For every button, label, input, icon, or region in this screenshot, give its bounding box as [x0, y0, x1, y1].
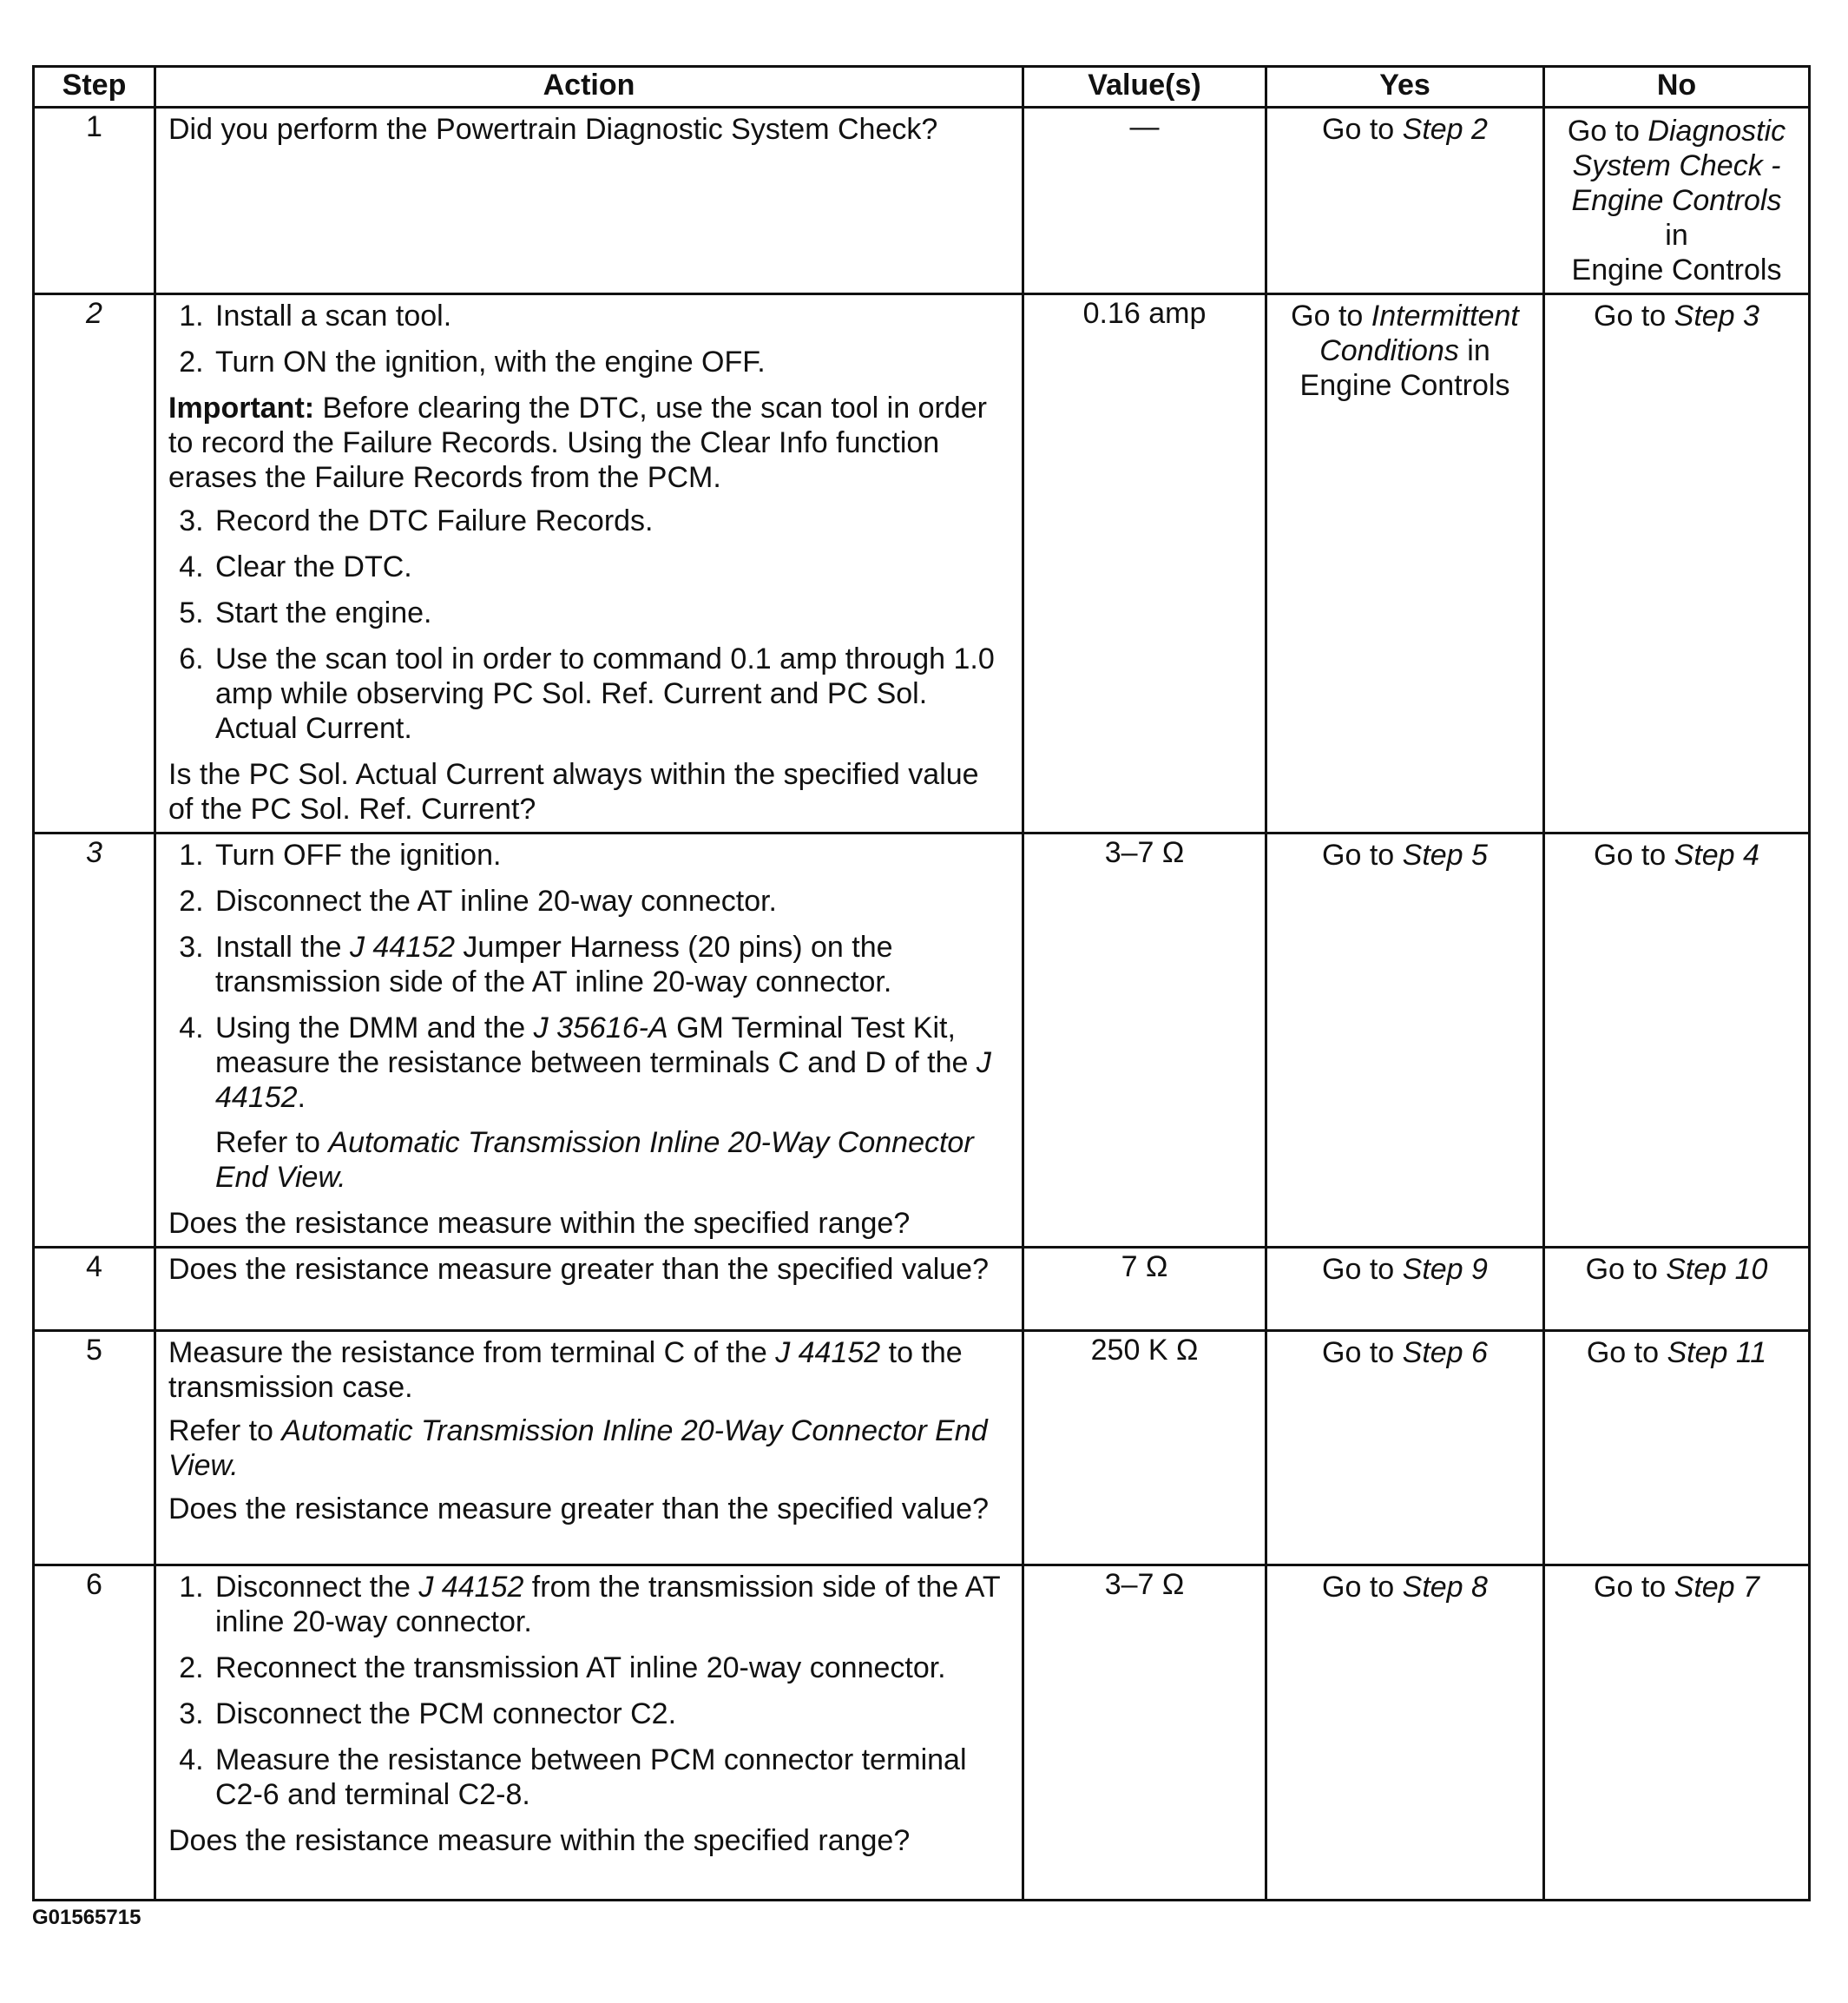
header-row [34, 67, 1810, 108]
yes-prefix: Go to [1322, 1571, 1403, 1604]
question-text: Did you perform the Powertrain Diagnostic System Check? [168, 113, 938, 146]
measure-text [168, 1335, 1009, 1405]
value-cell: 3–7 Ω [1023, 1565, 1266, 1901]
item-text: Measure the resistance from terminal C of the [168, 1336, 776, 1369]
refer-note [168, 1413, 1009, 1483]
item-text: to the transmission case. [168, 1336, 963, 1404]
action-cell [155, 1248, 1023, 1331]
table-row [34, 1565, 1810, 1901]
no-step-link[interactable]: Step 7 [1674, 1571, 1759, 1604]
no-mid-text: in [1665, 219, 1688, 252]
step-number: 1 [34, 108, 155, 294]
yes-step-link[interactable]: Step 9 [1402, 1253, 1488, 1286]
no-cell [1544, 1565, 1810, 1901]
table-row [34, 108, 1810, 294]
no-step-link[interactable]: Step 3 [1674, 300, 1759, 333]
action-cell [155, 1565, 1023, 1901]
no-step-link[interactable]: Step 11 [1667, 1336, 1767, 1369]
item-text: from the transmission side of the AT inline 20-way connector. [215, 1571, 1001, 1638]
value-cell: 3–7 Ω [1023, 833, 1266, 1248]
action-steps-list [168, 838, 1009, 1195]
action-step: 4. Measure the resistance between PCM connector terminal C2-6 and terminal C2-8. [212, 1743, 1009, 1812]
action-step: 2. Turn ON the ignition, with the engine OFF. [212, 345, 1009, 379]
question-text: Does the resistance measure greater than the specified value? [168, 1253, 989, 1286]
item-text: Install the [215, 931, 350, 964]
no-cell [1544, 1331, 1810, 1565]
action-steps-list [168, 504, 1009, 746]
no-cell [1544, 1248, 1810, 1331]
action-step [212, 1570, 1009, 1639]
action-steps-list [168, 1570, 1009, 1812]
no-prefix: Go to [1586, 1336, 1667, 1369]
no-cell [1544, 833, 1810, 1248]
refer-link[interactable]: Automatic Transmission Inline 20-Way Connector End View [215, 1126, 974, 1194]
question-text: Does the resistance measure within the specified range? [168, 1207, 911, 1240]
yes-reference-link[interactable]: Intermittent Conditions [1319, 300, 1519, 367]
header-values: Value(s) [1023, 67, 1266, 108]
action-steps-list [168, 299, 1009, 379]
refer-suffix: . [338, 1161, 346, 1194]
item-text: . [297, 1081, 306, 1114]
value-cell: 250 K Ω [1023, 1331, 1266, 1565]
action-step: 1. Turn OFF the ignition. [212, 838, 1009, 873]
yes-prefix: Go to [1322, 1336, 1403, 1369]
diagnostic-table [32, 65, 1811, 1901]
yes-step-link[interactable]: Step 5 [1402, 839, 1488, 872]
no-prefix: Go to [1594, 1571, 1674, 1604]
value-cell: — [1023, 108, 1266, 294]
yes-cell [1266, 108, 1544, 294]
question-text: Does the resistance measure within the specified range? [168, 1824, 911, 1857]
value-cell: 0.16 amp [1023, 294, 1266, 833]
action-cell [155, 108, 1023, 294]
action-step: 3. Record the DTC Failure Records. [212, 504, 1009, 538]
refer-suffix: . [230, 1449, 239, 1482]
no-cell [1544, 108, 1810, 294]
table-row [34, 294, 1810, 833]
refer-link[interactable]: Automatic Transmission Inline 20-Way Connector End View [168, 1414, 988, 1482]
no-prefix: Go to [1567, 115, 1648, 148]
yes-prefix: Go to [1322, 113, 1403, 146]
action-step: 5. Start the engine. [212, 596, 1009, 630]
action-cell [155, 294, 1023, 833]
action-step: 3. Disconnect the PCM connector C2. [212, 1697, 1009, 1731]
action-step: 4. Clear the DTC. [212, 550, 1009, 584]
table-row [34, 1331, 1810, 1565]
value-cell: 7 Ω [1023, 1248, 1266, 1331]
tool-name: J 44152 [775, 1336, 881, 1369]
step-number: 3 [34, 833, 155, 1248]
important-text: Before clearing the DTC, use the scan tool in order to record the Failure Records. Using the Clear Info function erases the Failure Records from the PCM. [168, 392, 987, 494]
tool-name: J 44152 [349, 931, 455, 964]
item-text: Using the DMM and the [215, 1011, 534, 1044]
action-step [212, 930, 1009, 999]
item-text: GM Terminal Test Kit, measure the resistance between terminals C and D of the [215, 1011, 977, 1079]
no-suffix: Engine Controls [1571, 254, 1782, 287]
yes-step-link[interactable]: Step 2 [1402, 113, 1488, 146]
yes-cell [1266, 833, 1544, 1248]
refer-note [215, 1125, 1009, 1195]
item-text: Jumper Harness (20 pins) on the transmission side of the AT inline 20-way connector. [215, 931, 893, 998]
step-number: 5 [34, 1331, 155, 1565]
action-step [212, 1011, 1009, 1195]
yes-step-link[interactable]: Step 8 [1402, 1571, 1488, 1604]
no-prefix: Go to [1594, 300, 1674, 333]
action-cell [155, 1331, 1023, 1565]
no-cell [1544, 294, 1810, 833]
action-step: 6. Use the scan tool in order to command 0.1 amp through 1.0 amp while observing PC Sol. Ref. Current and PC Sol. Actual Current. [212, 642, 1009, 746]
no-prefix: Go to [1585, 1253, 1667, 1286]
question-text: Does the resistance measure greater than the specified value? [168, 1492, 989, 1525]
refer-prefix: Refer to [168, 1414, 282, 1447]
refer-prefix: Refer to [215, 1126, 329, 1159]
action-cell [155, 833, 1023, 1248]
tool-name: J 44152 [215, 1046, 991, 1114]
yes-suffix: in Engine Controls [1299, 334, 1510, 402]
yes-cell [1266, 1331, 1544, 1565]
action-step: 2. Reconnect the transmission AT inline 20-way connector. [212, 1650, 1009, 1685]
question-text: Is the PC Sol. Actual Current always within the specified value of the PC Sol. Ref. Current? [168, 758, 979, 826]
figure-code: G01565715 [32, 1906, 141, 1929]
no-prefix: Go to [1594, 839, 1674, 872]
important-label: Important: [168, 392, 315, 425]
tool-name: J 35616-A [533, 1011, 668, 1044]
no-step-link[interactable]: Step 4 [1674, 839, 1759, 872]
header-yes: Yes [1266, 67, 1544, 108]
table-row [34, 833, 1810, 1248]
header-action: Action [155, 67, 1023, 108]
yes-cell [1266, 294, 1544, 833]
tool-name: J 44152 [418, 1571, 524, 1604]
yes-prefix: Go to [1322, 839, 1403, 872]
item-text: Disconnect the [215, 1571, 419, 1604]
table-row [34, 1248, 1810, 1331]
no-reference-link[interactable]: Diagnostic System Check - Engine Controls [1571, 115, 1786, 217]
action-step: 1. Install a scan tool. [212, 299, 1009, 333]
no-step-link[interactable]: Step 10 [1666, 1253, 1768, 1286]
yes-prefix: Go to [1291, 300, 1371, 333]
step-number: 2 [34, 294, 155, 833]
header-no: No [1544, 67, 1810, 108]
step-number: 4 [34, 1248, 155, 1331]
header-step: Step [34, 67, 155, 108]
yes-step-link[interactable]: Step 6 [1402, 1336, 1488, 1369]
yes-cell [1266, 1248, 1544, 1331]
yes-prefix: Go to [1322, 1253, 1403, 1286]
yes-cell [1266, 1565, 1544, 1901]
step-number: 6 [34, 1565, 155, 1901]
important-note [168, 391, 1009, 495]
action-step: 2. Disconnect the AT inline 20-way connector. [212, 884, 1009, 919]
